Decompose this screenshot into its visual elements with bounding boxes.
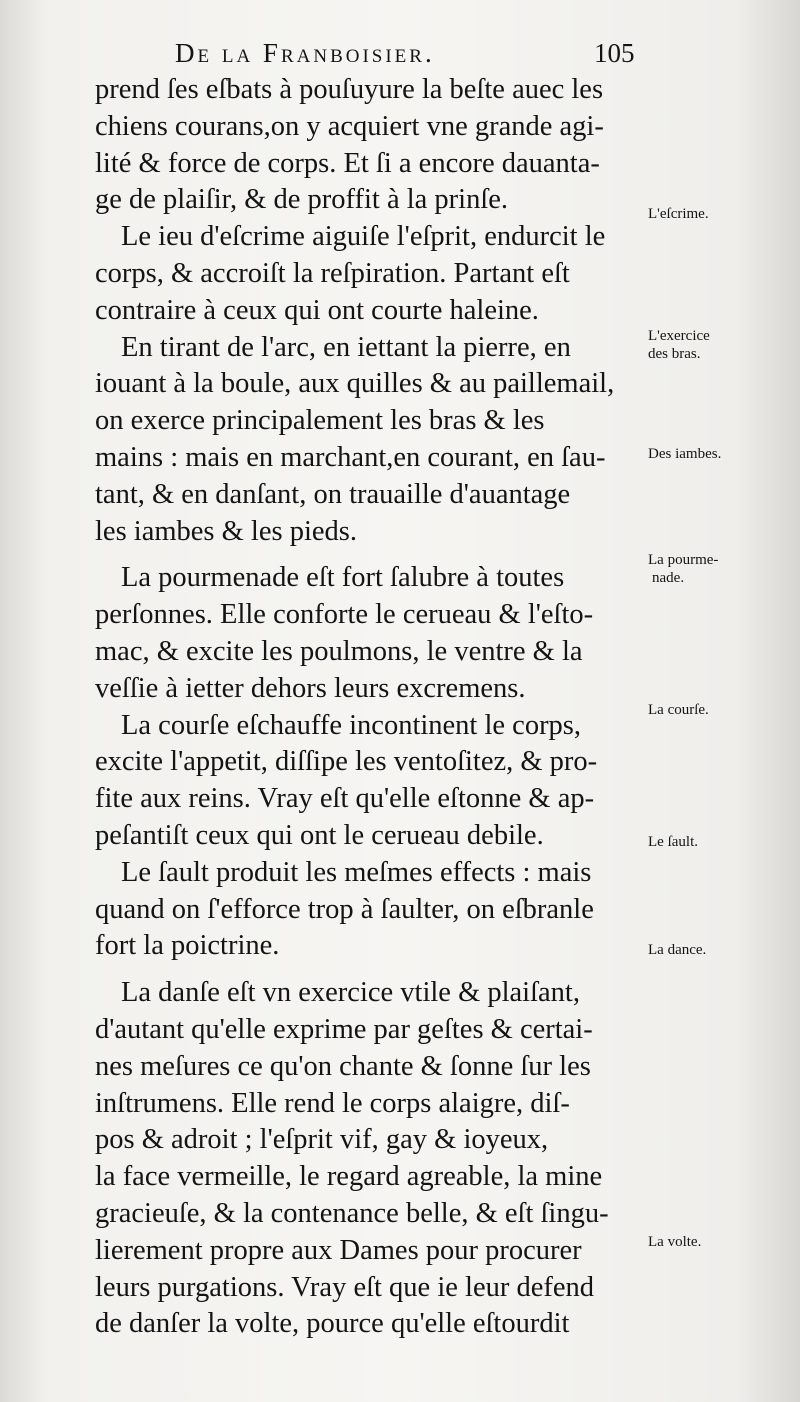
text-line: la face vermeille, le regard agreable, la mine bbox=[95, 1161, 603, 1193]
text-line: lierement propre aux Dames pour procurer bbox=[95, 1234, 582, 1266]
text-line: prend ſes eſbats à pouſuyure la beſte auec les bbox=[95, 74, 604, 105]
text-line: inſtrumens. Elle rend le corps alaigre, diſ- bbox=[95, 1087, 570, 1119]
page-number: 105 bbox=[594, 38, 635, 68]
margin-note-pourmenade: La pourme- bbox=[648, 552, 719, 568]
text-line: La danſe eſt vn exercice vtile & plaiſant, bbox=[121, 977, 580, 1009]
text-line: La courſe eſchauffe incontinent le corps, bbox=[121, 709, 582, 741]
text-line: corps, & accroiſt la reſpiration. Partant eſt bbox=[95, 257, 570, 289]
text-line: excite l'appetit, diſſipe les ventoſitez, & pro- bbox=[95, 746, 598, 778]
text-line: ge de plaiſir, & de proffit à la prinſe. bbox=[95, 184, 509, 216]
text-line: chiens courans,on y acquiert vne grande agi- bbox=[95, 110, 604, 142]
text-line: nes meſures ce qu'on chante & ſonne ſur les bbox=[95, 1050, 591, 1082]
text-line: on exerce principalement les bras & les bbox=[95, 405, 545, 437]
text-line: Le ieu d'eſcrime aiguiſe l'eſprit, endurcit le bbox=[121, 221, 606, 253]
text-line: lité & force de corps. Et ſi a encore dauanta- bbox=[95, 147, 600, 179]
body-text bbox=[95, 72, 655, 1343]
text-line: leurs purgations. Vray eſt que ie leur defend bbox=[95, 1271, 595, 1303]
margin-note-iambes: Des iambes. bbox=[648, 446, 722, 462]
text-line: peſantiſt ceux qui ont le cerueau debile. bbox=[95, 819, 544, 851]
margin-note-exercice: L'exercice bbox=[648, 328, 710, 344]
text-line: les iambes & les pieds. bbox=[95, 515, 357, 547]
margin-note-volte: La volte. bbox=[648, 1234, 702, 1250]
text-line: mac, & excite les poulmons, le ventre & la bbox=[95, 635, 583, 667]
text-line: Le ſault produit les meſmes effects : mais bbox=[121, 856, 592, 888]
margin-note-sault: Le ſault. bbox=[648, 834, 698, 850]
margin-note-dance: La dance. bbox=[648, 942, 707, 958]
margin-note-course: La courſe. bbox=[648, 702, 709, 718]
text-line: fort la poictrine. bbox=[95, 930, 280, 962]
text-line: En tirant de l'arc, en iettant la pierre, en bbox=[121, 331, 571, 363]
margin-notes bbox=[648, 0, 798, 1402]
text-line: perſonnes. Elle conforte le cerueau & l'eſto- bbox=[95, 599, 594, 631]
text-line: quand on ſ'efforce trop à ſaulter, on eſbranle bbox=[95, 893, 594, 925]
text-line: contraire à ceux qui ont courte haleine. bbox=[95, 294, 539, 326]
text-line: iouant à la boule, aux quilles & au paillemail, bbox=[95, 368, 615, 400]
text-line: d'autant qu'elle exprime par geſtes & certai- bbox=[95, 1013, 593, 1045]
text-line: veſſie à ietter dehors leurs excremens. bbox=[95, 672, 526, 704]
text-line: gracieuſe, & la contenance belle, & eſt ſingu- bbox=[95, 1197, 609, 1229]
running-title: De la Franboisier. bbox=[175, 38, 435, 68]
margin-note-nade: nade. bbox=[652, 570, 685, 586]
text-line: de danſer la volte, pource qu'elle eſtourdit bbox=[95, 1308, 570, 1340]
text-line: fite aux reins. Vray eſt qu'elle eſtonne & ap- bbox=[95, 783, 595, 815]
text-line: La pourmenade eſt fort ſalubre à toutes bbox=[121, 562, 565, 594]
margin-note-escrime: L'eſcrime. bbox=[648, 206, 709, 222]
text-line: pos & adroit ; l'eſprit vif, gay & ioyeux, bbox=[95, 1124, 549, 1156]
text-line: mains : mais en marchant,en courant, en ſau- bbox=[95, 441, 606, 473]
margin-note-des-bras: des bras. bbox=[648, 346, 701, 362]
text-line: tant, & en danſant, on trauaille d'auantage bbox=[95, 478, 571, 510]
